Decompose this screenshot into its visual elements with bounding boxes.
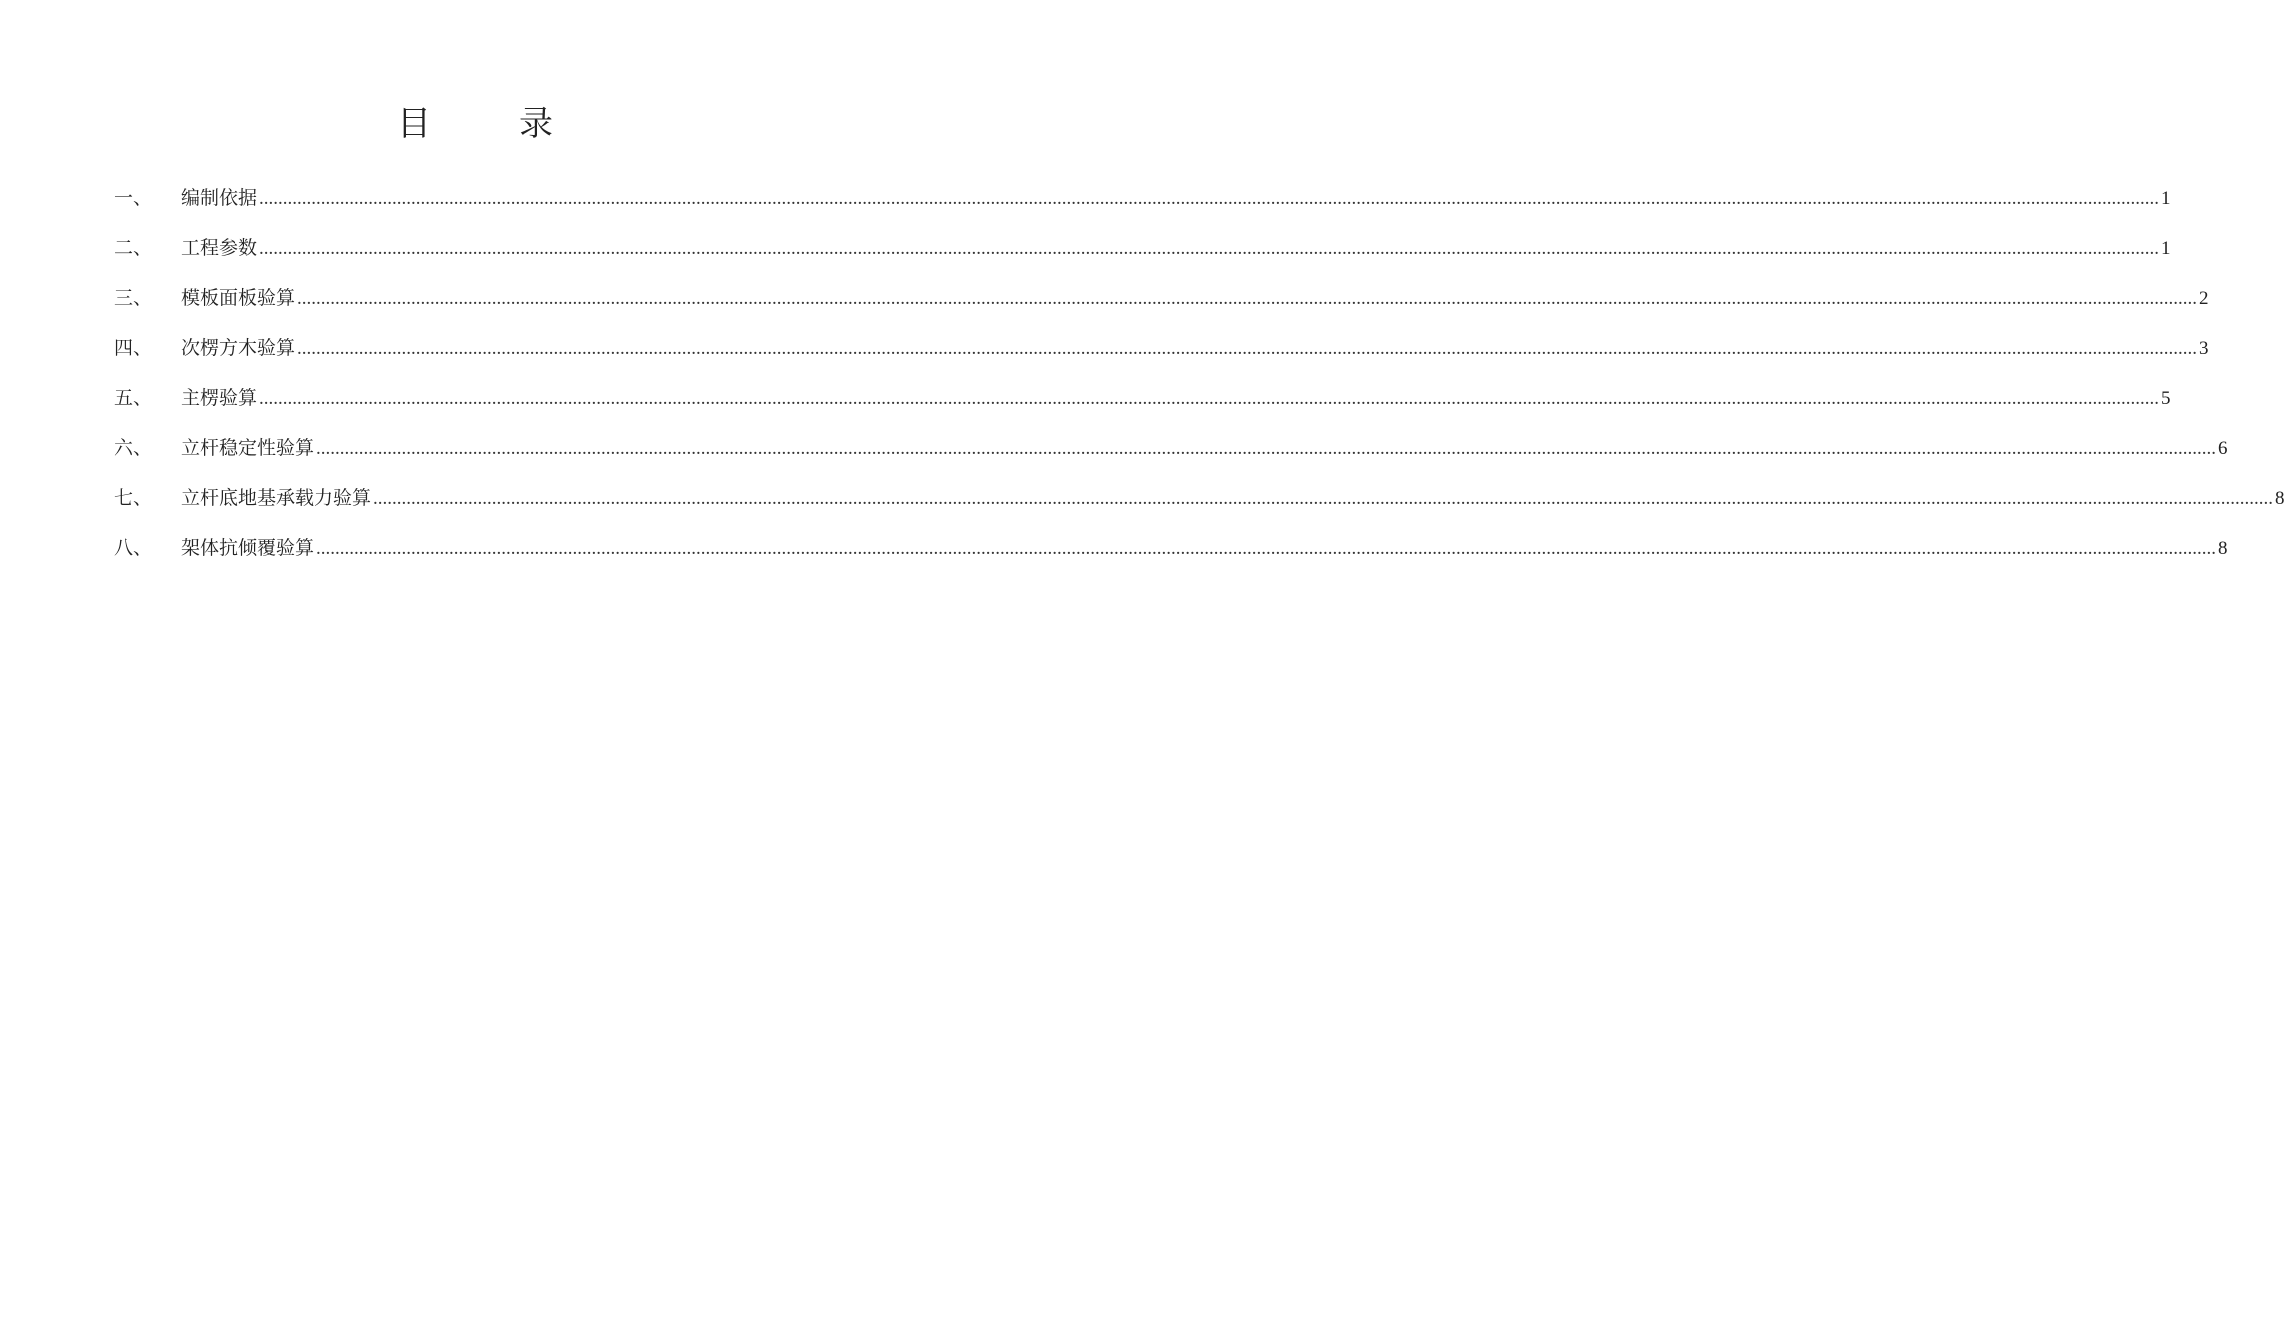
toc-entry[interactable] <box>114 276 2209 326</box>
toc-entry-label: 架体抗倾覆验算 <box>181 537 315 559</box>
toc-entry-label: 次楞方木验算 <box>181 337 296 359</box>
toc-entry-page: 2 <box>2199 288 2209 309</box>
toc-dot-leader: ................................................................................................................................................................................................................................................................................................................................................................................................................ <box>259 388 2160 409</box>
toc-entry-number: 一、 <box>114 187 153 209</box>
toc-dot-leader: ................................................................................................................................................................................................................................................................................................................................................................................................................ <box>316 538 2217 559</box>
toc-entry-number: 三、 <box>114 287 153 309</box>
toc-entry[interactable] <box>114 326 2209 376</box>
toc-dot-leader: ................................................................................................................................................................................................................................................................................................................................................................................................................ <box>373 488 2274 509</box>
toc-entry-page: 8 <box>2218 538 2228 559</box>
toc-dot-leader: ................................................................................................................................................................................................................................................................................................................................................................................................................ <box>259 238 2160 259</box>
toc-entry[interactable] <box>114 476 2285 526</box>
page-title <box>0 100 950 148</box>
title-char-1: 目 <box>397 104 431 144</box>
toc-entry-label: 立杆底地基承载力验算 <box>181 487 372 509</box>
toc-entry[interactable] <box>114 526 2228 576</box>
toc-dot-leader: ................................................................................................................................................................................................................................................................................................................................................................................................................ <box>297 338 2198 359</box>
toc-entry-page: 5 <box>2161 388 2171 409</box>
toc-entry-number: 四、 <box>114 337 153 359</box>
toc-entry-page: 1 <box>2161 188 2171 209</box>
toc-entry-number: 六、 <box>114 437 153 459</box>
toc-entry-label: 工程参数 <box>181 237 258 259</box>
toc-entry[interactable] <box>114 376 2171 426</box>
toc-entry-label: 编制依据 <box>181 187 258 209</box>
toc-dot-leader: ................................................................................................................................................................................................................................................................................................................................................................................................................ <box>316 438 2217 459</box>
title-char-2: 录 <box>519 104 553 144</box>
toc-entry-label: 立杆稳定性验算 <box>181 437 315 459</box>
toc-entry-number: 七、 <box>114 487 153 509</box>
toc-entry-page: 8 <box>2275 488 2285 509</box>
toc-entry-label: 主楞验算 <box>181 387 258 409</box>
toc-entry[interactable] <box>114 176 2171 226</box>
toc-entry[interactable] <box>114 426 2228 476</box>
toc-entry-number: 五、 <box>114 387 153 409</box>
table-of-contents <box>114 176 2285 576</box>
toc-dot-leader: ................................................................................................................................................................................................................................................................................................................................................................................................................ <box>259 188 2160 209</box>
toc-dot-leader: ................................................................................................................................................................................................................................................................................................................................................................................................................ <box>297 288 2198 309</box>
toc-entry-page: 3 <box>2199 338 2209 359</box>
toc-entry[interactable] <box>114 226 2171 276</box>
toc-entry-page: 6 <box>2218 438 2228 459</box>
toc-entry-number: 八、 <box>114 537 153 559</box>
toc-entry-number: 二、 <box>114 237 153 259</box>
toc-entry-label: 模板面板验算 <box>181 287 296 309</box>
toc-entry-page: 1 <box>2161 238 2171 259</box>
